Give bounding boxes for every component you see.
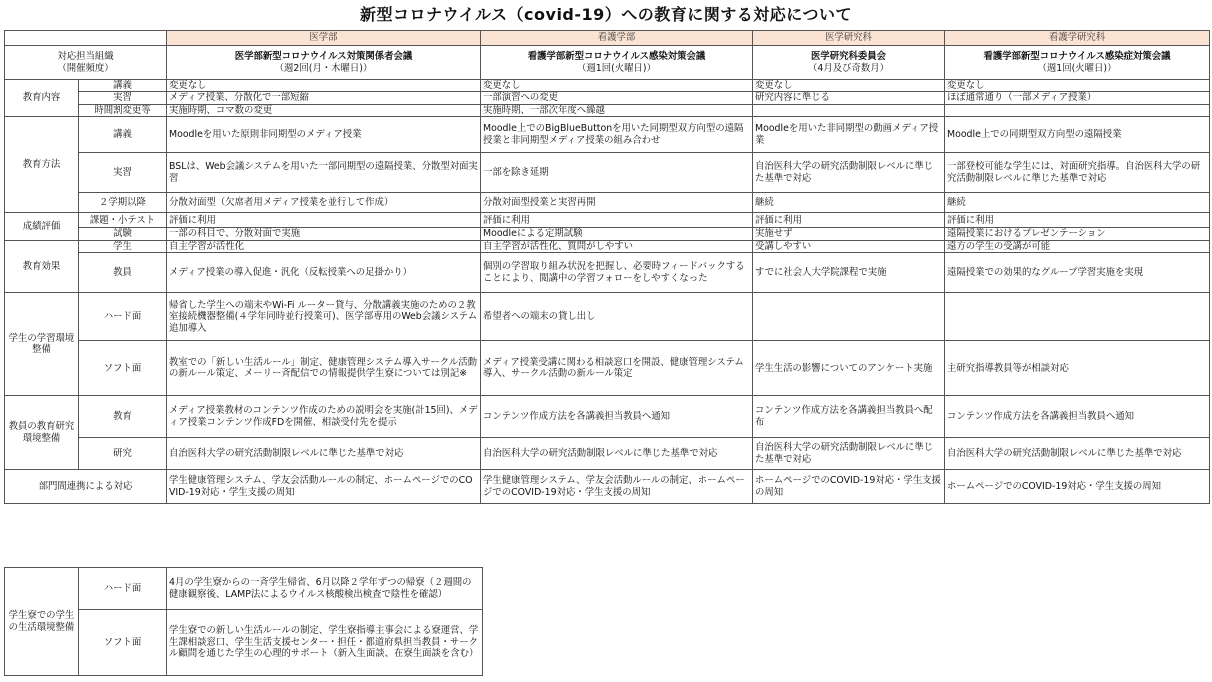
org-frequency: （週1回(火曜日)）	[1037, 62, 1117, 74]
content-cell: 評価に利用	[481, 213, 753, 228]
table-row	[5, 293, 1210, 341]
dorm-content-cell: 学生寮での新しい生活ルールの制定、学生寮指導主事会による寮運営、学生課相談窓口、学生生活支援センター・担任・都道府県担当教員・サークル顧問を通じた学生の心理的サポート（新入生面談、在寮生面談を含む）	[167, 610, 483, 676]
category-cell: 教育方法	[5, 117, 79, 213]
category-cell: 教員の教育研究環境整備	[5, 396, 79, 470]
content-cell: 遠隔授業での効果的なグループ学習実施を実現	[945, 253, 1210, 293]
table-row	[5, 104, 1210, 116]
covid-response-table	[4, 30, 1210, 504]
org-frequency: （4月及び奇数月）	[808, 62, 889, 74]
content-cell: BSLは、Web会議システムを用いた一部同期型の遠隔授業、分散型対面実習	[167, 153, 481, 193]
content-cell: メディア授業の導入促進・汎化（反転授業への足掛かり）	[167, 253, 481, 293]
subcategory-cell: 学生	[79, 240, 167, 252]
subcategory-cell: 試験	[79, 228, 167, 240]
table-row	[5, 153, 1210, 193]
content-cell: 変更なし	[481, 80, 753, 92]
dorm-subcategory-cell: ハード面	[79, 568, 167, 610]
content-cell: 帰省した学生への端末やWi-Fi ルーター貸与、分散講義実施のための２教室接続機器整備(４学年同時並行授業可)、医学部専用のWeb会議システム 追加導入	[167, 293, 481, 341]
content-cell: Moodle上でのBigBlueButtonを用いた同期型双方向型の遠隔授業と非同期型メディア授業の組み合わせ	[481, 117, 753, 153]
table-row	[5, 470, 1210, 504]
org-name: 看護学部新型コロナウイルス感染症対策会議	[983, 51, 1171, 63]
table-row	[5, 117, 1210, 153]
content-cell: 変更なし	[945, 80, 1210, 92]
content-cell: すでに社会人大学院課程で実施	[753, 253, 945, 293]
content-cell: コンテンツ作成方法を各講義担当教員へ配布	[753, 396, 945, 438]
subcategory-cell: ハード面	[79, 293, 167, 341]
dorm-content-cell: 4月の学生寮からの一斉学生帰省、6月以降２学年ずつの帰寮（２週間の健康観察後、LAMP法によるウイルス核酸検出検査で陰性を確認）	[167, 568, 483, 610]
org-name: 医学研究科委員会	[810, 51, 886, 63]
table-row	[5, 80, 1210, 92]
content-cell: 自治医科大学の研究活動制限レベルに準じた基準で対応	[753, 438, 945, 470]
content-cell: Moodleを用いた原則非同期型のメディア授業	[167, 117, 481, 153]
content-cell: 一部の科目で、分散対面で実施	[167, 228, 481, 240]
content-cell	[945, 293, 1210, 341]
table-row	[5, 228, 1210, 240]
content-cell: 遠方の学生の受講が可能	[945, 240, 1210, 252]
content-cell: 評価に利用	[945, 213, 1210, 228]
content-cell: Moodleを用いた非同期型の動画メディア授業	[753, 117, 945, 153]
table-row	[5, 438, 1210, 470]
content-cell: 研究内容に準じる	[753, 92, 945, 104]
content-cell: 継続	[753, 193, 945, 213]
dorm-row	[5, 568, 483, 610]
content-cell: 個別の学習取り組み状況を把握し、必要時フィードバックすることにより、閲講中の学習フォローをしやすくなった	[481, 253, 753, 293]
table-row	[5, 240, 1210, 252]
table-row	[5, 193, 1210, 213]
content-cell: 実施時期、一部次年度へ繰越	[481, 104, 753, 116]
content-cell: 分散対面型（欠席者用メディア授業を並行して作成）	[167, 193, 481, 213]
subcategory-cell: 時間割変更等	[79, 104, 167, 116]
content-cell: 自主学習が活性化	[167, 240, 481, 252]
content-cell: 主研究指導教員等が相談対応	[945, 341, 1210, 396]
subcategory-cell: 教育	[79, 396, 167, 438]
content-cell: 受講しやすい	[753, 240, 945, 252]
org-label-cell	[5, 46, 167, 80]
content-cell: 評価に利用	[167, 213, 481, 228]
content-cell: 変更なし	[753, 80, 945, 92]
content-cell: 実施時期、コマ数の変更	[167, 104, 481, 116]
content-cell: 分散対面型授業と実習再開	[481, 193, 753, 213]
org-cell	[167, 46, 481, 80]
header-cell: 看護学部	[481, 31, 753, 46]
header-cell: 医学部	[167, 31, 481, 46]
content-cell: Moodle上での同期型双方向型の遠隔授業	[945, 117, 1210, 153]
subcategory-cell: 課題・小テスト	[79, 213, 167, 228]
content-cell: コンテンツ作成方法を各講義担当教員へ通知	[481, 396, 753, 438]
content-cell: 実施せず	[753, 228, 945, 240]
subcategory-cell: ソフト面	[79, 341, 167, 396]
content-cell: ほぼ通常通り（一部メディア授業）	[945, 92, 1210, 104]
content-cell: 遠隔授業におけるプレゼンテーション	[945, 228, 1210, 240]
category-cell: 学生の学習環境整備	[5, 293, 79, 396]
content-cell: メディア授業教材のコンテンツ作成のための説明会を実施(計15回)、メディア授業コンテンツ作成FDを開催、相談受付先を提示	[167, 396, 481, 438]
table-row	[5, 341, 1210, 396]
org-label-frequency: （開催頻度）	[57, 62, 114, 74]
content-cell: 一部登校可能な学生には、対面研究指導。自治医科大学の研究活動制限レベルに準じた基準で対応	[945, 153, 1210, 193]
org-cell	[753, 46, 945, 80]
content-cell: ホームページでのCOVID-19対応・学生支援の周知	[753, 470, 945, 504]
content-cell: 自治医科大学の研究活動制限レベルに準じた基準で対応	[167, 438, 481, 470]
category-cell: 教育効果	[5, 240, 79, 292]
page-title: 新型コロナウイルス（covid-19）への教育に関する対応について	[360, 5, 852, 24]
header-cell: 看護学研究科	[945, 31, 1210, 46]
table-row	[5, 396, 1210, 438]
content-cell: 一部演習への変更	[481, 92, 753, 104]
dorm-subcategory-cell: ソフト面	[79, 610, 167, 676]
dorm-environment-table	[4, 567, 483, 676]
org-name: 医学部新型コロナウイルス対策関係者会議	[234, 51, 413, 63]
content-cell: 変更なし	[167, 80, 481, 92]
subcategory-cell: 教員	[79, 253, 167, 293]
content-cell: 継続	[945, 193, 1210, 213]
content-cell: コンテンツ作成方法を各講義担当教員へ通知	[945, 396, 1210, 438]
content-cell: 自主学習が活性化、質問がしやすい	[481, 240, 753, 252]
subcategory-cell: 実習	[79, 153, 167, 193]
content-cell: 学生健康管理システム、学友会活動ルールの制定、ホームページでのCOVID-19対応・学生支援の周知	[481, 470, 753, 504]
content-cell: 学生生活の影響についてのアンケート実施	[753, 341, 945, 396]
content-cell: 自治医科大学の研究活動制限レベルに準じた基準で対応	[481, 438, 753, 470]
content-cell	[945, 104, 1210, 116]
subcategory-cell: 研究	[79, 438, 167, 470]
content-cell: 一部を除き延期	[481, 153, 753, 193]
content-cell: 希望者への端末の貸し出し	[481, 293, 753, 341]
header-blank-cell	[5, 31, 167, 46]
content-cell	[753, 104, 945, 116]
category-cell: 教育内容	[5, 80, 79, 117]
category-cell: 部門間連携による対応	[5, 470, 167, 504]
subcategory-cell: ２学期以降	[79, 193, 167, 213]
org-cell	[481, 46, 753, 80]
org-name: 看護学部新型コロナウイルス感染対策会議	[527, 51, 706, 63]
header-cell: 医学研究科	[753, 31, 945, 46]
org-frequency: （週1回(火曜日)）	[577, 62, 656, 74]
org-frequency: （週2回(月・木曜日)）	[274, 62, 373, 74]
header-row	[5, 31, 1210, 46]
content-cell: 自治医科大学の研究活動制限レベルに準じた基準で対応	[945, 438, 1210, 470]
dorm-category-cell: 学生寮での学生の生活環境整備	[5, 568, 79, 676]
org-row	[5, 46, 1210, 80]
content-cell: メディア授業、分散化で一部短縮	[167, 92, 481, 104]
table-row	[5, 92, 1210, 104]
subcategory-cell: 講義	[79, 80, 167, 92]
table-row	[5, 253, 1210, 293]
content-cell: 評価に利用	[753, 213, 945, 228]
subcategory-cell: 講義	[79, 117, 167, 153]
content-cell	[753, 293, 945, 341]
org-label: 対応担当組織	[57, 51, 114, 63]
content-cell: ホームページでのCOVID-19対応・学生支援の周知	[945, 470, 1210, 504]
table-row	[5, 213, 1210, 228]
org-cell	[945, 46, 1210, 80]
content-cell: メディア授業受講に関わる相談窓口を開設、健康管理システム導入、サークル活動の新ルール策定	[481, 341, 753, 396]
content-cell: 教室での「新しい生活ルール」制定、健康管理システム導入サークル活動の新ルール策定、メーリー斉配信での情報提供学生寮については別記※	[167, 341, 481, 396]
content-cell: 学生健康管理システム、学友会活動ルールの制定、ホームページでのCOVID-19対応・学生支援の周知	[167, 470, 481, 504]
subcategory-cell: 実習	[79, 92, 167, 104]
content-cell: 自治医科大学の研究活動制限レベルに準じた基準で対応	[753, 153, 945, 193]
content-cell: Moodleによる定期試験	[481, 228, 753, 240]
category-cell: 成績評価	[5, 213, 79, 240]
